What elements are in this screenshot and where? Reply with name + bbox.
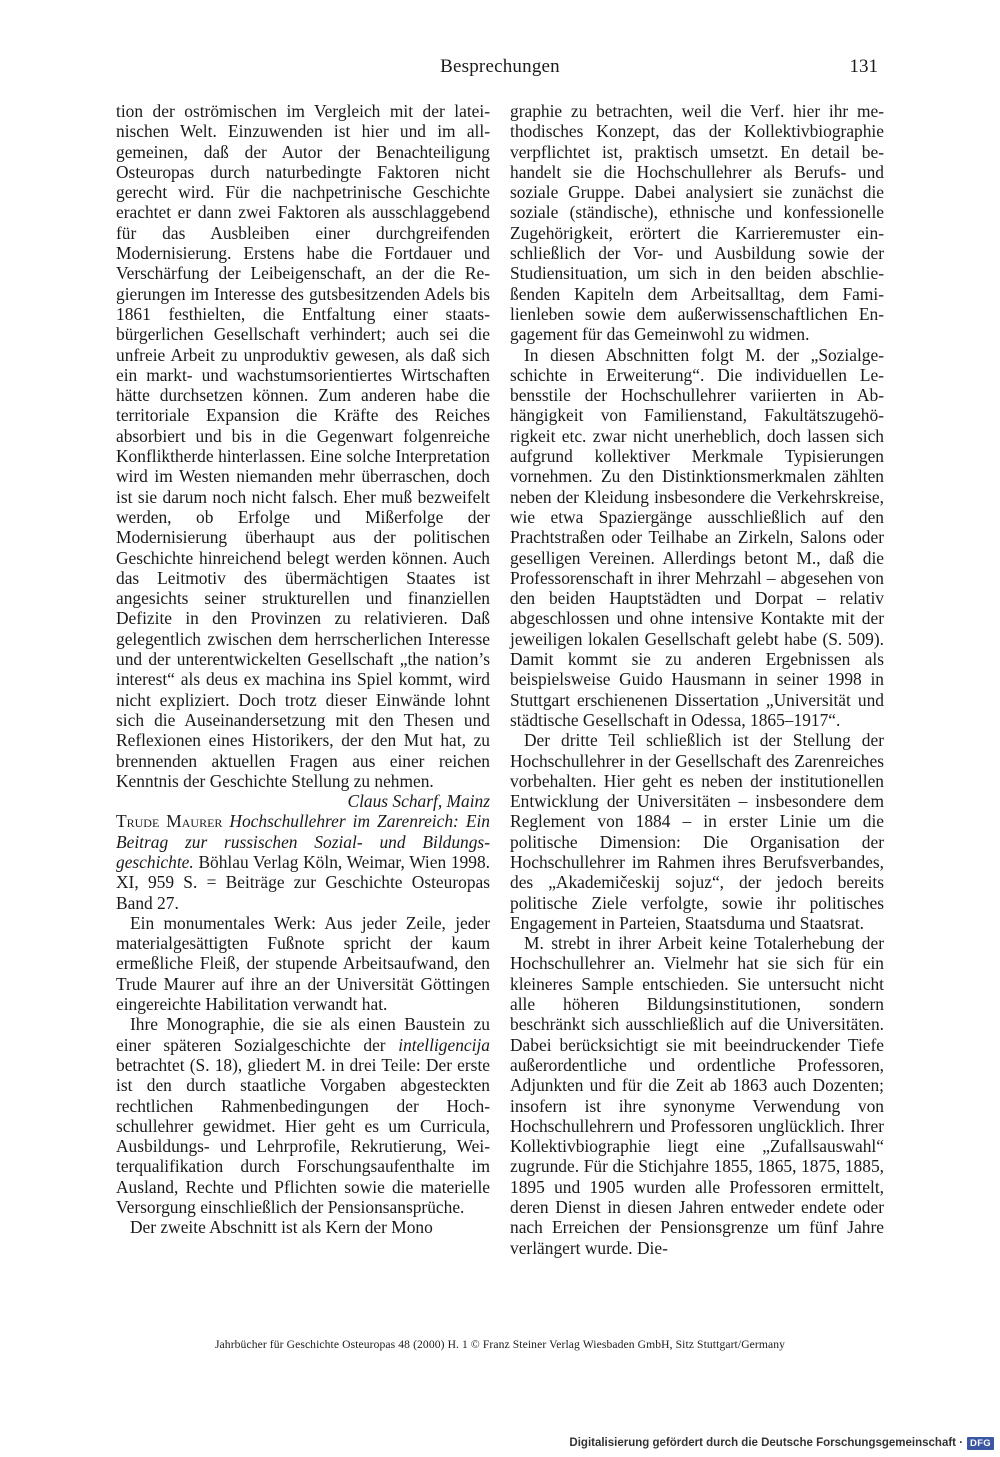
left-paragraph-3-start: Ihre Monographie, die sie als einen Baustein zu einer späteren Sozialgeschichte der: [116, 1014, 490, 1055]
book-publication-details: Böhlau Verlag Köln, Weimar, Wien 1998. XI, 959 S. = Beiträge zur Geschichte Osteuropas Band 27.: [116, 851, 490, 913]
dfg-notice: [569, 1435, 994, 1451]
left-paragraph-3-end: betrachtet (S. 18), gliedert M. in drei Teile: Der erste ist den durch staatliche Vorgaben abgesteckten rechtlichen Rahmenbedingungen der Hochschullehrer gewidmet. Hier geht es um Curricula, Ausbildungs- und Lehrprofile, Rekrutierung, Weiterqualifikation durch Forschungsaufenthalte im Ausland, Rechte und Pflichten sowie die materielle Versorgung einschließlich der Pensionsansprüche.: [116, 1054, 490, 1218]
page-number: 131: [849, 56, 878, 77]
book-author: Trude Maurer: [116, 811, 223, 832]
right-column: [510, 101, 884, 1258]
left-paragraph-1: tion der oströmischen im Vergleich mit der lateinischen Welt. Einzuwenden ist hier und im allgemeinen, daß der Autor der Benachteiligung Osteuropas durch naturbedingte Faktoren nicht gerecht wird. Für die nachpetrinische Geschichte erachtet er dann zwei Faktoren als ausschlaggebend für das Ausbleiben einer durchgreifenden Modernisierung. Erstens habe die Fortdauer und Verschärfung der Leibeigenschaft, an der die Regierungen im Interesse des gutsbesitzenden Adels bis 1861 festhielten, die Entfaltung einer staatsbürgerlichen Gesellschaft verhindert; auch sei die unfreie Arbeit zu unproduktiv gewesen, als daß sich ein markt- und wachstumsorientiertes Wirtschaften hätte durchsetzen können. Zum anderen habe die territoriale Expansion die Kräfte des Reiches absorbiert und bis in die Gegenwart folgenreiche Konfliktherde hinterlassen. Eine solche Interpretation wird im Westen niemanden mehr überraschen, doch ist sie darum noch nicht falsch. Eher muß bezweifelt werden, ob Erfolge und Mißerfolge der Modernisierung überhaupt aus der politischen Geschichte hinreichend belegt werden können. Auch das Leitmotiv des übermächtigen Staates ist angesichts seiner strukturellen und finanziellen Defizite in den Provinzen zu relativieren. Daß gelegentlich zwischen dem herrscherlichen Interesse und der unterentwickelten Gesellschaft „the nation’s interest“ als deus ex machina ins Spiel kommt, wird nicht expliziert. Doch trotz dieser Einwände lohnt sich die Auseinandersetzung mit den Thesen und Reflexionen eines Historikers, der den Mut hat, zu brennenden aktuellen Fragen aus einer reichen Kenntnis der Geschichte Stellung zu nehmen.: [116, 101, 490, 791]
dfg-notice-text: Digitalisierung gefördert durch die Deutsche Forschungsgemeinschaft ·: [569, 1437, 964, 1449]
running-title: Besprechungen: [440, 56, 560, 77]
left-paragraph-2: Ein monumentales Werk: Aus jeder Zeile, jeder materialgesättigten Fußnote spricht der kaum ermeßliche Fleiß, der stupende Arbeitsaufwand, den Trude Maurer auf ihre an der Universität Göttingen eingereichte Habilitation verwandt hat.: [116, 912, 490, 1015]
left-paragraph-3: [116, 1014, 490, 1217]
left-paragraph-4: Der zweite Abschnitt ist als Kern der Mono: [130, 1217, 433, 1238]
right-paragraph-4: M. strebt in ihrer Arbeit keine Totalerhebung der Hochschullehrer an. Vielmehr hat sie sich für ein kleineres Sample entschieden. Sie untersucht nicht alle höheren Bildungsinstitutionen, sondern beschränkt sich ausschließlich auf die Universitäten. Dabei berücksichtigt sie mit beeindruckender Tiefe außerordentliche und ordentliche Professoren, Adjunkten und für die Zeit ab 1863 auch Dozenten; insofern ist ihre synonyme Verwendung von Hochschullehrern und Professoren unglücklich. Ihrer Kollektivbiographie liegt eine „Zufallsauswahl“ zugrunde. Für die Stichjahre 1855, 1865, 1875, 1885, 1895 und 1905 wurden alle Professoren ermittelt, deren Dienst in diesen Jahren entweder endete oder nach Erreichen der Pensionsgrenze um fünf Jahre verlängert wurde. Die-: [510, 933, 884, 1258]
reviewer-signature: Claus Scharf, Mainz: [347, 791, 490, 812]
right-paragraph-1: graphie zu betrachten, weil die Verf. hier ihr methodisches Konzept, das der Kollektivbiographie verpflichtet ist, praktisch umsetzt. En detail behandelt sie die Hochschullehrer als Berufs- und soziale Gruppe. Dabei analysiert sie zunächst die soziale (ständische), ethnische und konfessionelle Zugehörigkeit, erörtert die Karrieremuster einschließlich der Vor- und Ausbildung sowie der Studiensituation, um sich in den beiden abschließenden Kapiteln dem Arbeitsalltag, dem Familienleben sowie dem außerwissenschaftlichen Engagement für das Gemeinwohl zu widmen.: [510, 101, 884, 345]
right-paragraph-3: Der dritte Teil schließlich ist der Stellung der Hochschullehrer in der Gesellschaft des Zarenreiches vorbehalten. Hier geht es neben der institutionellen Entwicklung der Universitäten – insbesondere dem Reglement von 1884 – in erster Linie um die politische Dimension: Die Organisation der Hochschullehrer im Rahmen ihres Berufsverbandes, des „Akademičeskij sojuz“, der jedoch bereits politische Ziele verfolgte, sowie ihr politisches Engagement in Parteien, Staatsduma und Staatsrat.: [510, 730, 884, 933]
bibliographic-entry: [116, 811, 490, 912]
page-header: [0, 56, 1000, 86]
journal-footer: Jahrbücher für Geschichte Osteuropas 48 (2000) H. 1 © Franz Steiner Verlag Wiesbaden GmbH, Sitz Stuttgart/Germany: [214, 1338, 786, 1351]
intelligencija-term: intelligencija: [398, 1034, 490, 1055]
book-title: Hochschullehrer im Zarenreich: Ein Beitrag zur russischen Sozial- und Bildungsgeschichte.: [116, 811, 490, 872]
left-column: [116, 101, 490, 1238]
dfg-logo-icon: DFG: [967, 1437, 994, 1450]
right-paragraph-2: In diesen Abschnitten folgt M. der „Sozialgeschichte in Erweiterung“. Die individuellen Lebensstile der Hochschullehrer variierten in Abhängigkeit von Familienstand, Fakultätszugehörigkeit etc. zwar nicht unerheblich, doch lassen sich aufgrund kollektiver Merkmale Typisierungen vornehmen. Zu den Distinktionsmerkmalen zählten neben der Kleidung insbesondere die Verkehrskreise, wie etwa Spaziergänge ausschließlich auf den Prachtstraßen oder Teilhabe an Zirkeln, Salons oder geselligen Vereinen. Allerdings betont M., daß die Professorenschaft in ihrer Mehrzahl – abgesehen von den beiden Hauptstädten und Dorpat – relativ abgeschlossen und ohne intensive Kontakte mit der jeweiligen lokalen Gesellschaft gelebt habe (S. 509). Damit kommt sie zu anderen Ergebnissen als beispielsweise Guido Hausmann in seiner 1998 in Stuttgart erschienenen Dissertation „Universität und städtische Gesellschaft in Odessa, 1865–1917“.: [510, 344, 884, 730]
